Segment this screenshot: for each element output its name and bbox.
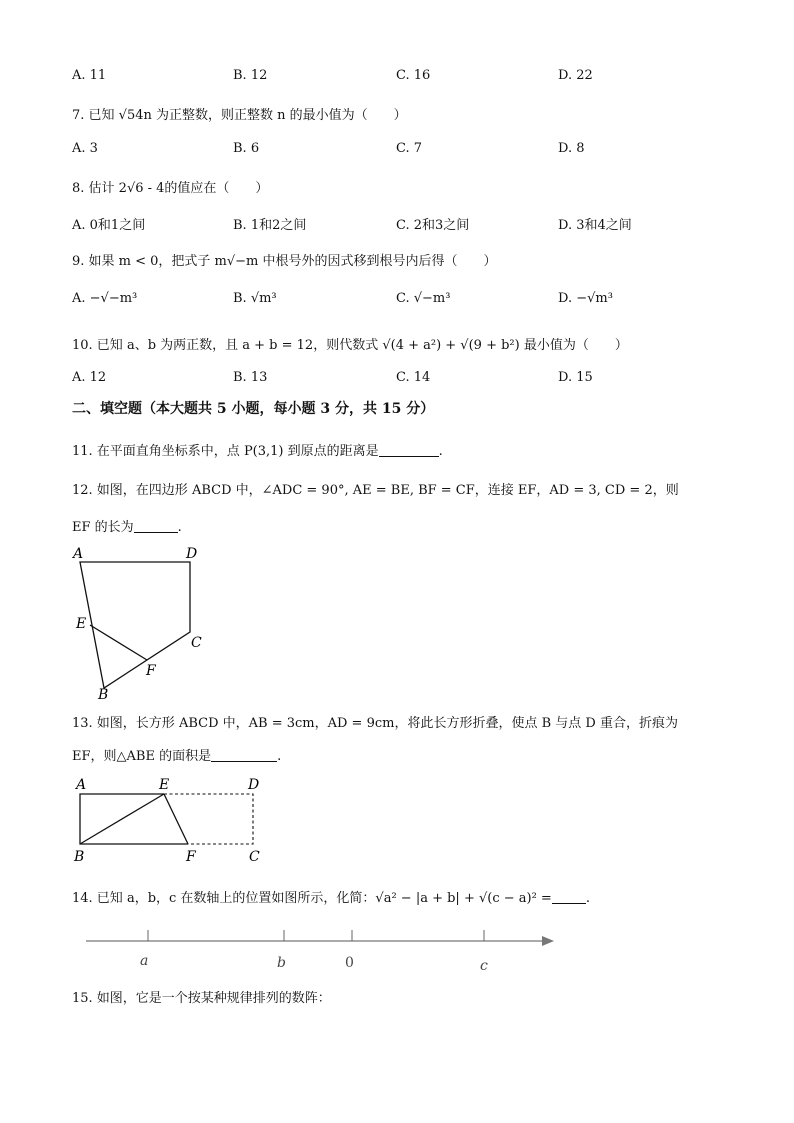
label-c: C [191,635,202,651]
question-13-text: EF，则△ABE 的面积是 [72,749,212,764]
label-d: D [186,546,198,562]
q10-option-c: C. 14 [396,370,431,385]
question-10: 10. 已知 a、b 为两正数，且 a + b = 12，则代数式 √(4 + a²) + √(9 + b²) 最小值为（ ） [72,338,628,353]
rectangle-folded-dashed-edges [164,794,253,844]
q6-option-a: A. 11 [72,68,107,83]
figure-number-line [80,925,560,980]
quadrilateral-outline [80,562,190,688]
question-14-text: 14. 已知 a，b，c 在数轴上的位置如图所示，化简：√a² − |a + b| + √(c − a)² = [72,891,552,906]
label-e: E [76,616,87,632]
label-b: b [277,955,286,971]
label-b: B [74,849,85,865]
question-12-line-2 [72,516,182,535]
question-14 [72,887,590,906]
label-c: c [480,958,488,974]
segment-ef [90,625,147,660]
figure-folded-rectangle [70,772,270,867]
segment-ef-fold [164,794,188,844]
question-11-period: . [438,444,443,459]
label-zero: 0 [345,955,354,971]
label-a: a [140,953,149,969]
q8-option-c: C. 2和3之间 [396,218,470,233]
label-d: D [248,777,260,793]
number-line-arrow [542,936,554,946]
label-c: C [249,849,260,865]
question-12-line-1: 12. 如图，在四边形 ABCD 中，∠ADC = 90°, AE = BE, BF = CF，连接 EF，AD = 3, CD = 2，则 [72,483,679,498]
q6-option-c: C. 16 [396,68,431,83]
answer-blank-11 [379,444,439,457]
question-13-line-1: 13. 如图，长方形 ABCD 中，AB = 3cm，AD = 9cm，将此长方形折叠，使点 B 与点 D 重合，折痕为 [72,716,678,731]
q9-option-b: B. √m³ [233,291,277,306]
rectangle-solid-edges [80,794,188,844]
question-11-text: 11. 在平面直角坐标系中，点 P(3,1) 到原点的距离是 [72,444,379,459]
question-11 [72,440,443,459]
q6-option-d: D. 22 [558,68,593,83]
section-2-heading: 二、填空题（本大题共 5 小题，每小题 3 分，共 15 分） [72,401,435,417]
question-15: 15. 如图，它是一个按某种规律排列的数阵： [72,991,331,1006]
label-e: E [159,777,170,793]
q7-option-b: B. 6 [233,141,260,156]
label-a: A [76,777,87,793]
q7-option-d: D. 8 [558,141,585,156]
q7-option-c: C. 7 [396,141,423,156]
q8-option-d: D. 3和4之间 [558,218,632,233]
label-a: A [73,546,84,562]
question-8: 8. 估计 2√6 - 4的值应在（ ） [72,181,269,196]
answer-blank-14 [552,891,586,904]
question-12-period: . [177,520,182,535]
label-f: F [146,663,156,679]
q8-option-b: B. 1和2之间 [233,218,307,233]
q9-option-d: D. −√m³ [558,291,613,306]
answer-blank-13 [211,749,277,762]
question-12-text: EF 的长为 [72,520,134,535]
q9-option-a: A. −√−m³ [72,291,138,306]
q8-option-a: A. 0和1之间 [72,218,146,233]
figure-quadrilateral-abcd [70,540,220,705]
answer-blank-12 [134,520,178,533]
label-f: F [186,849,196,865]
q7-option-a: A. 3 [72,141,98,156]
q10-option-b: B. 13 [233,370,268,385]
label-b: B [98,687,109,703]
question-9: 9. 如果 m < 0，把式子 m√−m 中根号外的因式移到根号内后得（ ） [72,254,497,269]
q10-option-a: A. 12 [72,370,107,385]
q10-option-d: D. 15 [558,370,593,385]
question-14-period: . [585,891,590,906]
question-13-period: . [277,749,282,764]
segment-be [80,794,164,844]
question-7: 7. 已知 √54n 为正整数，则正整数 n 的最小值为（ ） [72,108,407,123]
question-13-line-2 [72,745,281,764]
q6-option-b: B. 12 [233,68,268,83]
q9-option-c: C. √−m³ [396,291,451,306]
